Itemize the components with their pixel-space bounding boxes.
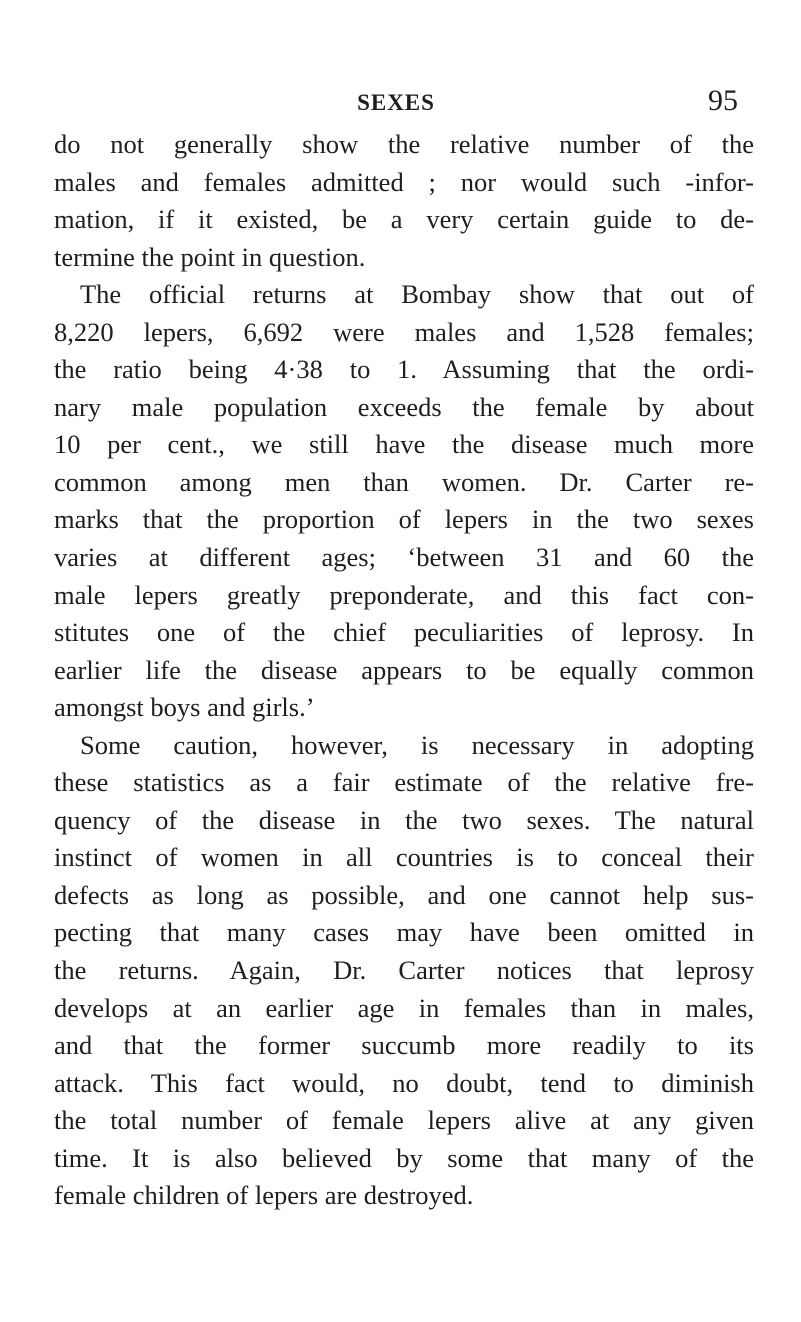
text-line: female children of lepers are destroyed. [54,1180,474,1211]
text-line: quency of the disease in the two sexes. The natural [54,804,754,835]
body-text [54,126,754,1215]
text-line: the total number of female lepers alive at any given [54,1105,754,1136]
text-line: stitutes one of the chief peculiarities of leprosy. In [54,617,754,648]
text-line: time. It is also believed by some that many of the [54,1142,754,1173]
text-line: varies at different ages; ‘between 31 and 60 the [54,542,754,573]
text-line: 10 per cent., we still have the disease much more [54,429,754,460]
text-line: 8,220 lepers, 6,692 were males and 1,528 females; [54,316,754,347]
text-line: termine the point in question. [54,241,366,272]
text-line: marks that the proportion of lepers in the two sexes [54,504,754,535]
text-line: attack. This fact would, no doubt, tend to diminish [54,1067,754,1098]
text-line: mation, if it existed, be a very certain guide to de- [54,204,754,235]
text-line: male lepers greatly preponderate, and this fact con- [54,579,754,610]
text-line: defects as long as possible, and one cannot help sus- [54,879,754,910]
text-line: the ratio being 4·38 to 1. Assuming that the ordi- [54,354,754,385]
text-line: males and females admitted ; nor would such -infor- [54,166,754,197]
text-line: these statistics as a fair estimate of the relative fre- [54,767,754,798]
text-line: develops at an earlier age in females than in males, [54,992,754,1023]
text-line: common among men than women. Dr. Carter re- [54,466,754,497]
text-line: The official returns at Bombay show that out of [80,279,754,310]
text-line: Some caution, however, is necessary in adopting [80,729,754,760]
text-line: the returns. Again, Dr. Carter notices that leprosy [54,955,754,986]
text-line: nary male population exceeds the female by about [54,391,754,422]
text-line: amongst boys and girls.’ [54,692,315,723]
text-line: instinct of women in all countries is to conceal their [54,842,754,873]
chapter-title: SEXES [357,90,435,115]
text-line: and that the former succumb more readily to its [54,1030,754,1061]
text-line: pecting that many cases may have been omitted in [54,917,754,948]
text-line: do not generally show the relative number of the [54,129,754,159]
page-number: 95 [708,84,738,117]
running-head [54,86,738,120]
text-line: earlier life the disease appears to be equally common [54,654,754,685]
